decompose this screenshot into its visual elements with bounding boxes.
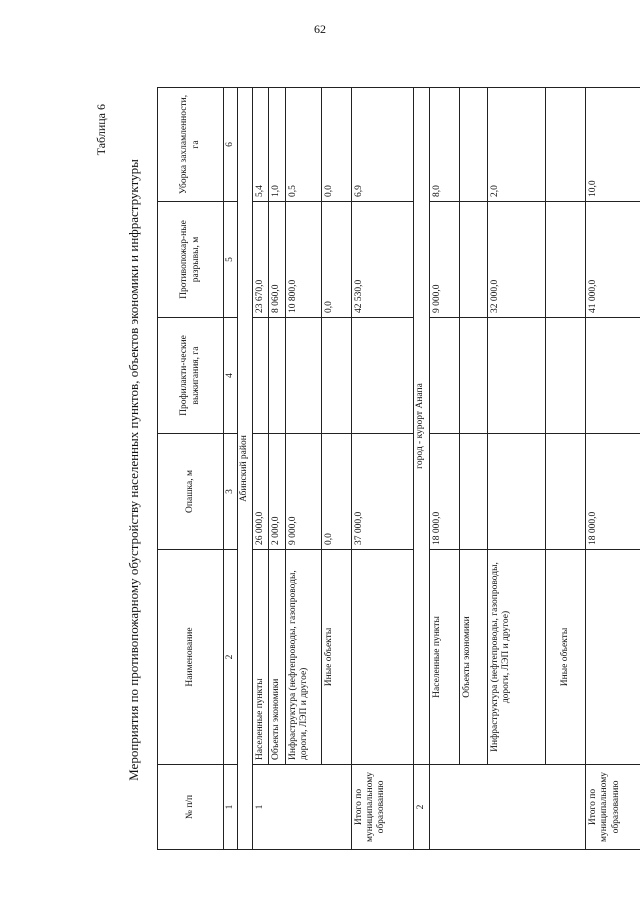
cell-opashka — [459, 434, 487, 550]
total-opashka: 37 000,0 — [351, 434, 413, 550]
total-breaks: 42 530,0 — [351, 202, 413, 318]
row-number-blank — [429, 765, 585, 850]
table-row — [487, 88, 545, 850]
row-name: Иные объекты — [545, 550, 585, 765]
rotated-content — [90, 90, 621, 850]
column-number: 1 — [224, 765, 238, 850]
cell-clean: 0,5 — [285, 88, 321, 202]
measures-table — [157, 87, 640, 850]
row-name: Иные объекты — [321, 550, 351, 765]
total-name-cell — [351, 550, 413, 765]
total-row — [585, 88, 640, 850]
cell-clean: 0,0 — [321, 88, 351, 202]
document-title: Мероприятия по противопожарному обустройству населенных пунктов, объектов экономики и инфраструктуры — [126, 159, 141, 781]
header-num: № п/п — [158, 765, 224, 850]
cell-breaks: 8 060,0 — [269, 202, 285, 318]
cell-clean — [459, 88, 487, 202]
row-name: Инфраструктура (нефтепроводы, газопроводы, дороги, ЛЭП и другое) — [487, 550, 545, 765]
cell-burn — [429, 318, 459, 434]
cell-breaks: 32 000,0 — [487, 202, 545, 318]
cell-burn — [459, 318, 487, 434]
total-clean: 10,0 — [585, 88, 640, 202]
column-number-row — [224, 88, 238, 850]
cell-burn — [545, 318, 585, 434]
cell-breaks — [459, 202, 487, 318]
total-burn — [585, 318, 640, 434]
column-number: 3 — [224, 434, 238, 550]
table-row — [269, 88, 285, 850]
table-row — [285, 88, 321, 850]
cell-breaks: 0,0 — [321, 202, 351, 318]
header-breaks: Противопожар-ные разрывы, м — [158, 202, 224, 318]
title-block — [90, 90, 155, 850]
cell-clean — [545, 88, 585, 202]
row-number: 1 — [252, 765, 351, 850]
cell-breaks: 9 000,0 — [429, 202, 459, 318]
table-row — [545, 88, 585, 850]
cell-clean: 5,4 — [252, 88, 268, 202]
section-header-row — [413, 88, 429, 850]
total-row — [351, 88, 413, 850]
table-row — [429, 88, 459, 850]
column-number: 2 — [224, 550, 238, 765]
cell-burn — [285, 318, 321, 434]
total-label: Итого по муниципальному образованию — [585, 765, 640, 850]
row-name: Населенные пункты — [429, 550, 459, 765]
section-title: Абинский район — [238, 88, 252, 850]
page-number: 62 — [314, 22, 326, 36]
header-row — [158, 88, 224, 850]
cell-breaks: 10 800,0 — [285, 202, 321, 318]
cell-opashka: 0,0 — [321, 434, 351, 550]
row-number: 2 — [413, 765, 429, 850]
cell-opashka: 9 000,0 — [285, 434, 321, 550]
table-row — [321, 88, 351, 850]
total-breaks: 41 000,0 — [585, 202, 640, 318]
row-name: Населенные пункты — [252, 550, 268, 765]
row-name: Инфраструктура (нефтепроводы, газопроводы, дороги, ЛЭП и другое) — [285, 550, 321, 765]
cell-breaks: 23 670,0 — [252, 202, 268, 318]
header-name: Наименование — [158, 550, 224, 765]
column-number: 4 — [224, 318, 238, 434]
total-clean: 6,9 — [351, 88, 413, 202]
cell-clean: 2,0 — [487, 88, 545, 202]
cell-clean: 1,0 — [269, 88, 285, 202]
cell-opashka: 26 000,0 — [252, 434, 268, 550]
table-label: Таблица 6 — [94, 104, 108, 156]
cell-opashka: 18 000,0 — [429, 434, 459, 550]
cell-opashka — [545, 434, 585, 550]
table-row — [252, 88, 268, 850]
row-name: Объекты экономики — [459, 550, 487, 765]
cell-opashka: 2 000,0 — [269, 434, 285, 550]
cell-clean: 8,0 — [429, 88, 459, 202]
section-header-row — [238, 88, 252, 850]
row-name: Объекты экономики — [269, 550, 285, 765]
cell-breaks — [545, 202, 585, 318]
header-opashka: Опашка, м — [158, 434, 224, 550]
table-row — [459, 88, 487, 850]
total-name-cell — [585, 550, 640, 765]
header-clean: Уборка захламленности, га — [158, 88, 224, 202]
cell-burn — [252, 318, 268, 434]
cell-burn — [269, 318, 285, 434]
column-number: 5 — [224, 202, 238, 318]
section-title: город - курорт Анапа — [413, 88, 429, 765]
total-burn — [351, 318, 413, 434]
cell-burn — [321, 318, 351, 434]
column-number: 6 — [224, 88, 238, 202]
header-burn: Профилакти-ческие выжигания, га — [158, 318, 224, 434]
cell-opashka — [487, 434, 545, 550]
cell-burn — [487, 318, 545, 434]
total-label: Итого по муниципальному образованию — [351, 765, 413, 850]
total-opashka: 18 000,0 — [585, 434, 640, 550]
